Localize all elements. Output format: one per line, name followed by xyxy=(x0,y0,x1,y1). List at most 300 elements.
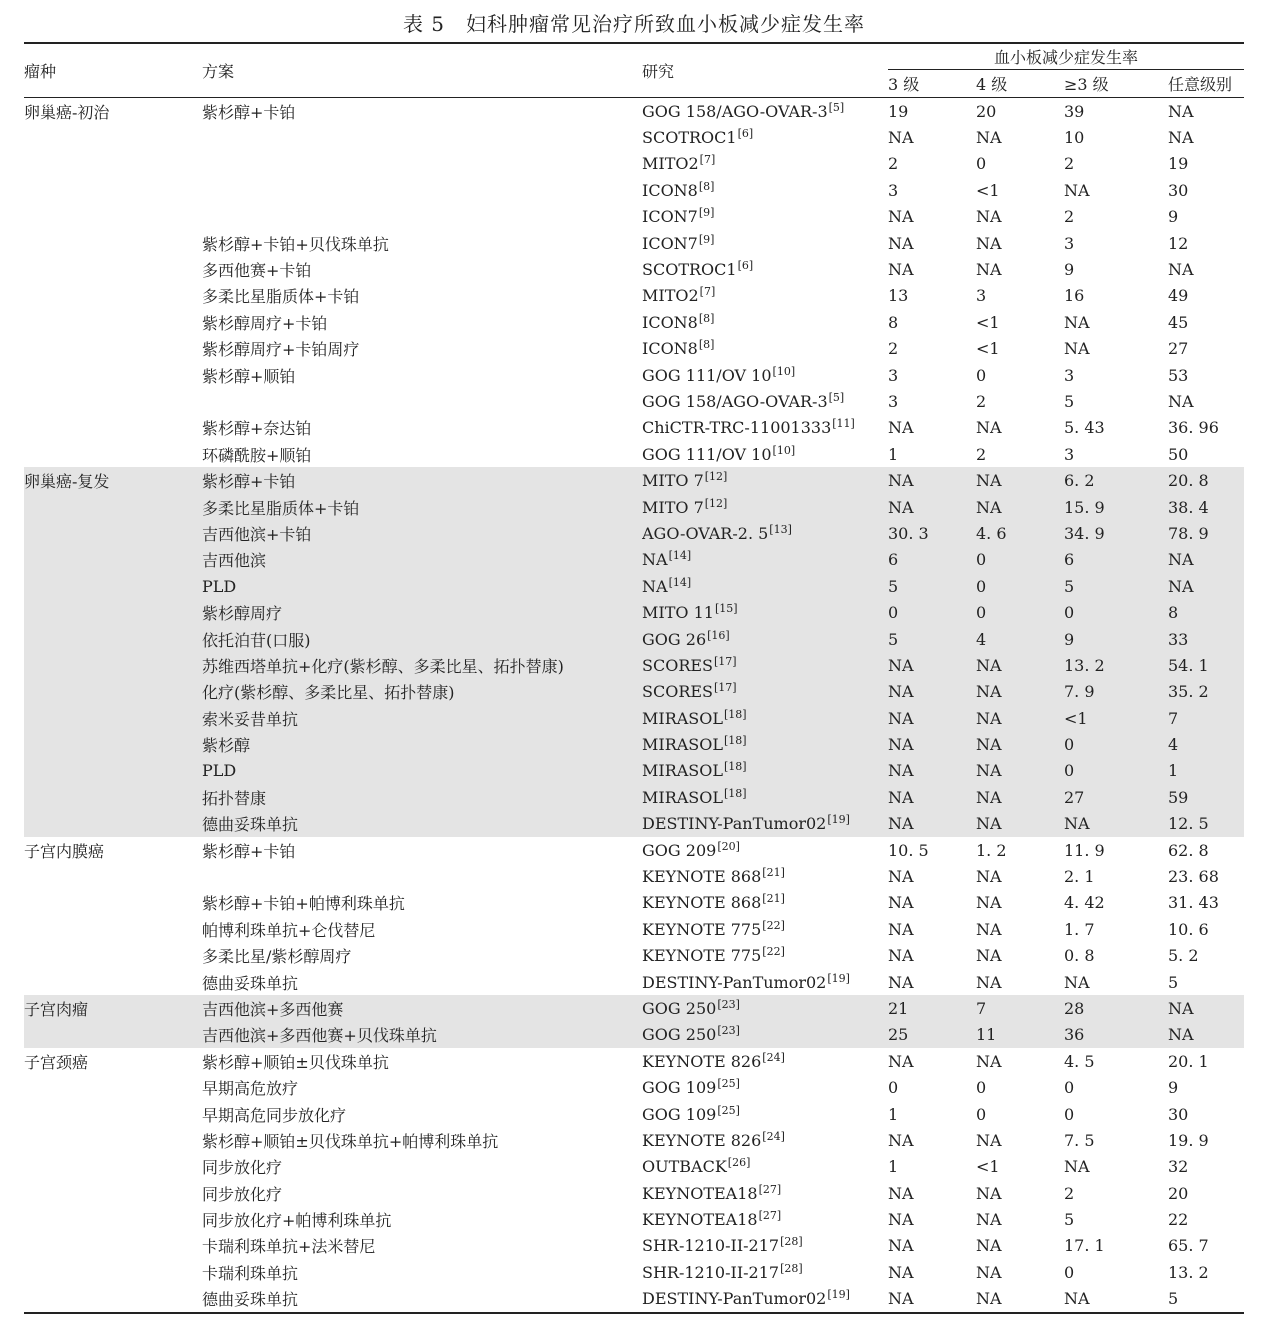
table-row xyxy=(24,177,1244,203)
regimen-cell: 卡瑞利珠单抗+法米替尼 xyxy=(202,1237,376,1257)
tumor-type-cell xyxy=(24,731,202,757)
reference-marker: [19] xyxy=(827,1288,850,1302)
study-name: DESTINY-PanTumor02 xyxy=(642,814,827,834)
grade3-cell: NA xyxy=(888,867,914,887)
regimen-cell: 紫杉醇+卡铂 xyxy=(202,467,642,493)
grade-ge3-cell: NA xyxy=(1064,1286,1168,1313)
tumor-type-cell xyxy=(24,547,202,573)
any-grade-cell: 32 xyxy=(1168,1157,1189,1177)
study-cell xyxy=(642,1233,888,1259)
grade4-cell: <1 xyxy=(976,180,1000,200)
table-row xyxy=(24,573,1244,599)
study-name: NA xyxy=(642,550,668,570)
study-cell xyxy=(642,705,888,731)
grade-ge3-cell: 2 xyxy=(1064,207,1075,227)
study-name: KEYNOTE 868 xyxy=(642,867,762,887)
grade3-cell: 19 xyxy=(888,101,909,121)
table-row xyxy=(24,1286,1244,1313)
grade4-cell: NA xyxy=(976,784,1064,810)
study-cell xyxy=(642,441,888,467)
regimen-cell: 苏维西塔单抗+化疗(紫杉醇、多柔比星、拓扑替康) xyxy=(202,652,642,678)
grade4-cell: NA xyxy=(976,233,1002,253)
study-cell xyxy=(642,1154,888,1180)
any-grade-cell: 30 xyxy=(1168,180,1189,200)
grade3-cell: NA xyxy=(888,705,976,731)
tumor-type-cell xyxy=(24,890,202,916)
study-cell xyxy=(642,573,888,599)
table-row xyxy=(24,547,1244,573)
grade4-cell: 0 xyxy=(976,1078,987,1098)
study-name: MIRASOL xyxy=(642,735,724,755)
grade-ge3-cell: <1 xyxy=(1064,705,1168,731)
tumor-type-cell xyxy=(24,1286,202,1313)
reference-marker: [8] xyxy=(698,179,715,193)
any-grade-cell: NA xyxy=(1168,1022,1244,1048)
regimen-cell: 紫杉醇周疗+卡铂 xyxy=(202,313,328,333)
grade-ge3-cell: 5 xyxy=(1064,1210,1075,1230)
grade-ge3-cell: NA xyxy=(1064,180,1090,200)
grade3-cell: NA xyxy=(888,784,976,810)
study-cell xyxy=(642,415,888,441)
any-grade-cell: NA xyxy=(1168,128,1194,148)
reference-marker: [27] xyxy=(758,1209,782,1223)
reference-marker: [12] xyxy=(704,496,728,510)
reference-marker: [22] xyxy=(762,918,785,932)
regimen-cell: 多柔比星脂质体+卡铂 xyxy=(202,494,642,520)
tumor-type-cell xyxy=(24,1154,202,1180)
grade3-cell: 8 xyxy=(888,312,899,332)
reference-marker: [24] xyxy=(762,1050,785,1064)
grade4-cell: 2 xyxy=(976,444,987,464)
table-row xyxy=(24,890,1244,916)
study-name: GOG 209 xyxy=(642,840,717,860)
reference-marker: [12] xyxy=(704,470,728,484)
tumor-type-cell xyxy=(24,599,202,625)
grade-ge3-cell: 4. 42 xyxy=(1064,893,1105,913)
grade-ge3-cell: 11. 9 xyxy=(1064,840,1105,860)
table-row xyxy=(24,467,1244,493)
study-name: ICON8 xyxy=(642,312,698,332)
table-row xyxy=(24,837,1244,863)
study-cell xyxy=(642,1127,888,1153)
grade-ge3-cell: 0 xyxy=(1064,731,1168,757)
study-name: SCORES xyxy=(642,655,714,675)
tumor-type-cell xyxy=(24,1127,202,1153)
reference-marker: [28] xyxy=(780,1261,803,1275)
regimen-cell xyxy=(202,388,642,414)
grade3-cell: NA xyxy=(888,758,976,784)
table-row xyxy=(24,784,1244,810)
study-cell xyxy=(642,890,888,916)
tumor-type-cell xyxy=(24,705,202,731)
table-row xyxy=(24,943,1244,969)
grade3-cell: NA xyxy=(888,494,976,520)
table-row xyxy=(24,1154,1244,1180)
any-grade-cell: 7 xyxy=(1168,705,1244,731)
study-name: ICON8 xyxy=(642,180,698,200)
tumor-type-cell: 子宫内膜癌 xyxy=(24,841,105,861)
reference-marker: [6] xyxy=(737,259,754,273)
table-row xyxy=(24,98,1244,125)
grade3-cell: NA xyxy=(888,1051,914,1071)
data-table xyxy=(24,42,1244,1314)
regimen-cell: 拓扑替康 xyxy=(202,784,642,810)
tumor-type-cell xyxy=(24,1206,202,1232)
reference-marker: [21] xyxy=(762,866,785,880)
table-row xyxy=(24,1048,1244,1074)
grade-ge3-cell: 0 xyxy=(1064,1104,1075,1124)
regimen-cell xyxy=(202,151,642,177)
any-grade-cell: 27 xyxy=(1168,339,1189,359)
study-cell xyxy=(642,626,888,652)
grade-ge3-cell: 0 xyxy=(1064,1078,1075,1098)
grade3-cell: NA xyxy=(888,893,914,913)
grade4-cell: 3 xyxy=(976,286,987,306)
any-grade-cell: 1 xyxy=(1168,758,1244,784)
regimen-cell: 德曲妥珠单抗 xyxy=(202,973,299,993)
grade3-cell: 1 xyxy=(888,1104,899,1124)
tumor-type-cell xyxy=(24,1074,202,1100)
grade3-cell: 1 xyxy=(888,444,899,464)
study-cell xyxy=(642,256,888,282)
grade-ge3-cell: 3 xyxy=(1064,365,1075,385)
study-name: NA xyxy=(642,576,668,596)
table-row xyxy=(24,283,1244,309)
grade4-cell: NA xyxy=(976,1286,1064,1313)
table-row xyxy=(24,1022,1244,1048)
grade4-cell: NA xyxy=(976,418,1002,438)
tumor-type-cell xyxy=(24,441,202,467)
study-cell xyxy=(642,336,888,362)
any-grade-cell: 49 xyxy=(1168,286,1189,306)
regimen-cell: 德曲妥珠单抗 xyxy=(202,1286,642,1313)
any-grade-cell: 22 xyxy=(1168,1210,1189,1230)
tumor-type-cell xyxy=(24,1101,202,1127)
grade3-cell: 5 xyxy=(888,573,976,599)
grade4-cell: NA xyxy=(976,893,1002,913)
grade4-cell: 0 xyxy=(976,599,1064,625)
regimen-cell: 紫杉醇+卡铂 xyxy=(202,841,296,861)
reference-marker: [15] xyxy=(714,602,738,616)
tumor-type-cell xyxy=(24,1233,202,1259)
reference-marker: [28] xyxy=(780,1235,803,1249)
grade4-cell: NA xyxy=(976,1262,1002,1282)
reference-marker: [17] xyxy=(714,681,737,695)
grade3-cell: NA xyxy=(888,946,914,966)
grade4-cell: 0 xyxy=(976,365,987,385)
grade-ge3-cell: 7. 9 xyxy=(1064,679,1168,705)
study-name: MITO 7 xyxy=(642,497,704,517)
tumor-type-cell xyxy=(24,679,202,705)
tumor-type-cell xyxy=(24,969,202,995)
study-name: ICON8 xyxy=(642,339,698,359)
tumor-type-cell xyxy=(24,177,202,203)
grade3-cell: 21 xyxy=(888,995,976,1021)
reference-marker: [22] xyxy=(762,945,785,959)
grade4-cell: NA xyxy=(976,1183,1002,1203)
study-cell xyxy=(642,599,888,625)
grade3-cell: NA xyxy=(888,919,914,939)
regimen-cell: 早期高危同步放化疗 xyxy=(202,1105,347,1125)
study-name: KEYNOTE 826 xyxy=(642,1130,762,1150)
study-cell xyxy=(642,1206,888,1232)
tumor-type-cell xyxy=(24,943,202,969)
grade-ge3-cell: 6. 2 xyxy=(1064,467,1168,493)
study-cell xyxy=(642,995,888,1021)
table-row xyxy=(24,1180,1244,1206)
reference-marker: [23] xyxy=(717,1024,740,1038)
regimen-cell: 化疗(紫杉醇、多柔比星、拓扑替康) xyxy=(202,679,642,705)
study-cell xyxy=(642,943,888,969)
any-grade-cell: 23. 68 xyxy=(1168,867,1219,887)
grade4-cell: NA xyxy=(976,705,1064,731)
regimen-cell: PLD xyxy=(202,573,642,599)
header-study: 研究 xyxy=(642,43,888,98)
regimen-cell: 早期高危放疗 xyxy=(202,1079,299,1099)
grade4-cell: 7 xyxy=(976,995,1064,1021)
incidence-table xyxy=(24,42,1244,1314)
regimen-cell xyxy=(202,177,642,203)
study-cell xyxy=(642,177,888,203)
grade-ge3-cell: 1. 7 xyxy=(1064,919,1095,939)
study-cell xyxy=(642,679,888,705)
grade4-cell: <1 xyxy=(976,1157,1000,1177)
grade-ge3-cell: 36 xyxy=(1064,1022,1168,1048)
study-cell xyxy=(642,784,888,810)
grade4-cell: 4. 6 xyxy=(976,520,1064,546)
table-row xyxy=(24,731,1244,757)
any-grade-cell: NA xyxy=(1168,573,1244,599)
grade3-cell: 13 xyxy=(888,286,909,306)
study-name: SCORES xyxy=(642,682,714,702)
regimen-cell: 环磷酰胺+顺铂 xyxy=(202,445,312,465)
study-name: KEYNOTE 775 xyxy=(642,946,762,966)
grade4-cell: 0 xyxy=(976,573,1064,599)
study-name: GOG 250 xyxy=(642,998,717,1018)
reference-marker: [8] xyxy=(698,338,715,352)
tumor-type-cell xyxy=(24,256,202,282)
table-row xyxy=(24,1206,1244,1232)
study-name: GOG 109 xyxy=(642,1078,717,1098)
study-name: GOG 158/AGO-OVAR-3 xyxy=(642,391,828,411)
study-cell xyxy=(642,520,888,546)
tumor-type-cell xyxy=(24,520,202,546)
grade4-cell: NA xyxy=(976,494,1064,520)
any-grade-cell: 59 xyxy=(1168,784,1244,810)
regimen-cell: 多柔比星脂质体+卡铂 xyxy=(202,287,360,307)
grade-ge3-cell: 5 xyxy=(1064,573,1168,599)
grade4-cell: NA xyxy=(976,679,1064,705)
study-cell xyxy=(642,494,888,520)
table-row xyxy=(24,1074,1244,1100)
reference-marker: [25] xyxy=(717,1103,740,1117)
tumor-type-cell xyxy=(24,626,202,652)
table-row xyxy=(24,204,1244,230)
grade-ge3-cell: 27 xyxy=(1064,784,1168,810)
tumor-type-cell xyxy=(24,151,202,177)
any-grade-cell: 30 xyxy=(1168,1104,1189,1124)
any-grade-cell: 5 xyxy=(1168,1286,1244,1313)
grade-ge3-cell: 4. 5 xyxy=(1064,1051,1095,1071)
study-cell xyxy=(642,811,888,837)
study-cell xyxy=(642,1180,888,1206)
study-name: MITO 7 xyxy=(642,471,704,491)
table-row xyxy=(24,336,1244,362)
regimen-cell: 紫杉醇+顺铂±贝伐珠单抗+帕博利珠单抗 xyxy=(202,1131,499,1151)
tumor-type-cell xyxy=(24,230,202,256)
study-cell xyxy=(642,98,888,125)
grade4-cell: 2 xyxy=(976,391,987,411)
study-name: KEYNOTEA18 xyxy=(642,1210,758,1230)
reference-marker: [24] xyxy=(762,1129,785,1143)
grade-ge3-cell: 2 xyxy=(1064,154,1075,174)
study-cell xyxy=(642,283,888,309)
grade3-cell: NA xyxy=(888,1236,914,1256)
study-name: ICON7 xyxy=(642,233,698,253)
header-tumor-type: 瘤种 xyxy=(24,43,202,98)
regimen-cell: 同步放化疗 xyxy=(202,1184,283,1204)
regimen-cell: 吉西他滨 xyxy=(202,547,642,573)
reference-marker: [19] xyxy=(827,813,850,827)
grade-ge3-cell: 39 xyxy=(1064,101,1085,121)
grade3-cell: 0 xyxy=(888,599,976,625)
grade4-cell: NA xyxy=(976,1210,1002,1230)
table-row xyxy=(24,995,1244,1021)
study-cell xyxy=(642,362,888,388)
reference-marker: [11] xyxy=(832,417,855,431)
any-grade-cell: 13. 2 xyxy=(1168,1262,1209,1282)
grade3-cell: 2 xyxy=(888,339,899,359)
grade4-cell: NA xyxy=(976,919,1002,939)
grade-ge3-cell: 34. 9 xyxy=(1064,520,1168,546)
reference-marker: [7] xyxy=(699,285,716,299)
tumor-type-cell xyxy=(24,494,202,520)
grade3-cell: 3 xyxy=(888,391,899,411)
regimen-cell: 依托泊苷(口服) xyxy=(202,626,642,652)
study-cell xyxy=(642,652,888,678)
tumor-type-cell xyxy=(24,336,202,362)
tumor-type-cell xyxy=(24,652,202,678)
table-row xyxy=(24,520,1244,546)
tumor-type-cell: 卵巢癌-初治 xyxy=(24,102,110,122)
regimen-cell: 多柔比星/紫杉醇周疗 xyxy=(202,947,352,967)
header-grade3: 3 级 xyxy=(888,70,976,98)
tumor-type-cell xyxy=(24,1259,202,1285)
any-grade-cell: 33 xyxy=(1168,626,1244,652)
any-grade-cell: NA xyxy=(1168,101,1194,121)
study-name: SHR-1210-II-217 xyxy=(642,1236,780,1256)
tumor-type-cell xyxy=(24,309,202,335)
any-grade-cell: 36. 96 xyxy=(1168,418,1219,438)
reference-marker: [18] xyxy=(724,734,747,748)
tumor-type-cell xyxy=(24,573,202,599)
grade4-cell: NA xyxy=(976,1051,1002,1071)
grade4-cell: NA xyxy=(976,1130,1002,1150)
regimen-cell: 紫杉醇周疗+卡铂周疗 xyxy=(202,340,360,360)
tumor-type-cell: 卵巢癌-复发 xyxy=(24,467,202,493)
study-name: SCOTROC1 xyxy=(642,128,737,148)
reference-marker: [18] xyxy=(724,707,747,721)
any-grade-cell: 20 xyxy=(1168,1183,1189,1203)
study-cell xyxy=(642,1286,888,1313)
grade3-cell: NA xyxy=(888,1130,914,1150)
regimen-cell: 多西他赛+卡铂 xyxy=(202,261,312,281)
reference-marker: [14] xyxy=(668,575,692,589)
any-grade-cell: 19 xyxy=(1168,154,1189,174)
grade-ge3-cell: 10 xyxy=(1064,128,1085,148)
table-row xyxy=(24,494,1244,520)
reference-marker: [23] xyxy=(717,997,740,1011)
tumor-type-cell xyxy=(24,388,202,414)
grade-ge3-cell: 3 xyxy=(1064,444,1075,464)
study-name: GOG 250 xyxy=(642,1025,717,1045)
grade3-cell: NA xyxy=(888,418,914,438)
grade3-cell: 0 xyxy=(888,1078,899,1098)
grade-ge3-cell: 2 xyxy=(1064,1183,1075,1203)
table-row xyxy=(24,362,1244,388)
grade-ge3-cell: 9 xyxy=(1064,260,1075,280)
tumor-type-cell xyxy=(24,1022,202,1048)
grade4-cell: <1 xyxy=(976,339,1000,359)
regimen-cell: 吉西他滨+多西他赛+贝伐珠单抗 xyxy=(202,1022,642,1048)
grade3-cell: 10. 5 xyxy=(888,840,929,860)
grade4-cell: NA xyxy=(976,731,1064,757)
table-row xyxy=(24,1259,1244,1285)
grade-ge3-cell: 16 xyxy=(1064,286,1085,306)
grade3-cell: 1 xyxy=(888,1157,899,1177)
regimen-cell: 同步放化疗 xyxy=(202,1158,283,1178)
grade-ge3-cell: 28 xyxy=(1064,995,1168,1021)
any-grade-cell: 45 xyxy=(1168,312,1189,332)
grade3-cell: NA xyxy=(888,679,976,705)
any-grade-cell: 20. 1 xyxy=(1168,1051,1209,1071)
header-any-grade: 任意级别 xyxy=(1168,70,1244,98)
grade-ge3-cell: 5 xyxy=(1064,391,1075,411)
any-grade-cell: 5. 2 xyxy=(1168,946,1199,966)
regimen-cell: 紫杉醇+卡铂 xyxy=(202,102,296,122)
study-name: GOG 26 xyxy=(642,629,707,649)
study-cell xyxy=(642,1022,888,1048)
study-cell xyxy=(642,547,888,573)
grade3-cell: 6 xyxy=(888,547,976,573)
grade4-cell: NA xyxy=(976,652,1064,678)
any-grade-cell: 5 xyxy=(1168,972,1179,992)
reference-marker: [8] xyxy=(698,311,715,325)
tumor-type-cell xyxy=(24,1180,202,1206)
study-cell xyxy=(642,309,888,335)
study-name: SCOTROC1 xyxy=(642,260,737,280)
study-name: GOG 111/OV 10 xyxy=(642,365,772,385)
grade3-cell: NA xyxy=(888,260,914,280)
study-cell xyxy=(642,731,888,757)
any-grade-cell: 4 xyxy=(1168,731,1244,757)
reference-marker: [5] xyxy=(828,100,845,114)
study-cell xyxy=(642,124,888,150)
grade-ge3-cell: 15. 9 xyxy=(1064,494,1168,520)
study-cell xyxy=(642,467,888,493)
tumor-type-cell xyxy=(24,758,202,784)
grade4-cell: 1. 2 xyxy=(976,840,1007,860)
study-name: KEYNOTEA18 xyxy=(642,1183,758,1203)
table-row xyxy=(24,1233,1244,1259)
reference-marker: [5] xyxy=(828,390,845,404)
grade4-cell: NA xyxy=(976,758,1064,784)
grade3-cell: NA xyxy=(888,972,914,992)
grade3-cell: 30. 3 xyxy=(888,520,976,546)
grade3-cell: 2 xyxy=(888,154,899,174)
table-row xyxy=(24,652,1244,678)
any-grade-cell: 38. 4 xyxy=(1168,494,1244,520)
